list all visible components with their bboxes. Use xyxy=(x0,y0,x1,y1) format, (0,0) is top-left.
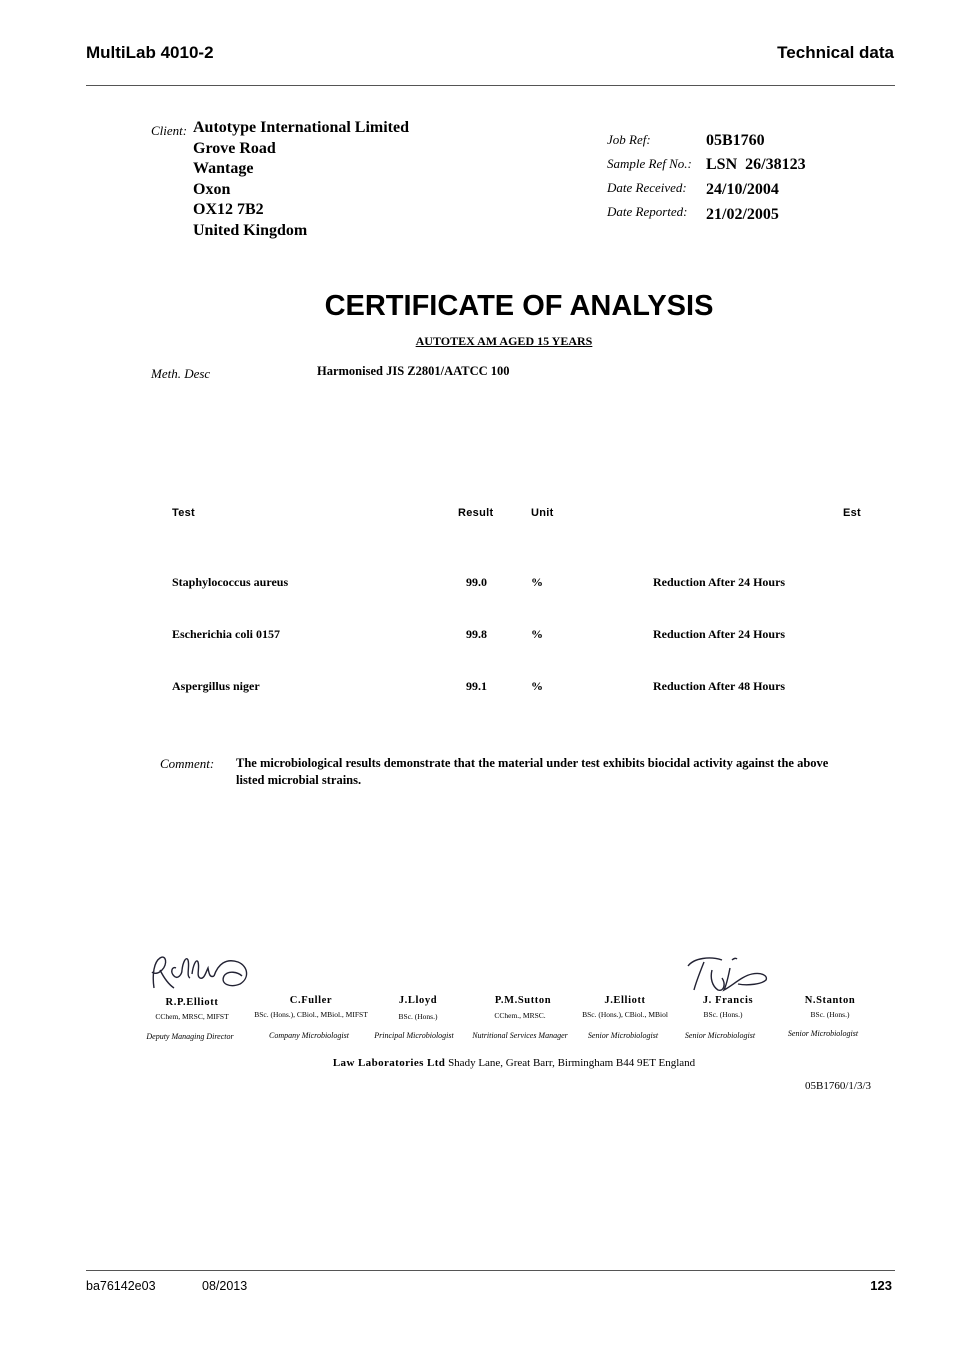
signatory-name: J. Francis xyxy=(702,995,754,1006)
certificate-subtitle: AUTOTEX AM AGED 15 YEARS xyxy=(415,334,593,348)
signatory-qualifications: BSc. (Hons.) xyxy=(810,1010,850,1019)
method-label: Meth. Desc xyxy=(151,366,211,381)
comment-label: Comment: xyxy=(160,756,215,771)
certificate-title: CERTIFICATE OF ANALYSIS xyxy=(324,290,714,322)
signatory-name: J.Lloyd xyxy=(398,995,438,1006)
signatory-qualifications: CChem., MRSC. xyxy=(494,1011,546,1020)
signatory-qualifications: BSc. (Hons.), CBiol., MBiol xyxy=(582,1010,668,1019)
footer-date: 08/2013 xyxy=(202,1279,248,1293)
test-unit: % xyxy=(531,679,543,693)
test-unit: % xyxy=(531,627,543,641)
date-reported-value: 21/02/2005 xyxy=(706,206,779,223)
sample-ref-label: Sample Ref No.: xyxy=(607,156,692,171)
test-result: 99.1 xyxy=(466,679,487,693)
test-note: Reduction After 24 Hours xyxy=(653,627,786,641)
header-divider xyxy=(86,85,895,86)
column-header-result: Result xyxy=(458,507,494,519)
signatory-role: Deputy Managing Director xyxy=(146,1032,234,1041)
client-address-line: Oxon xyxy=(193,181,231,198)
signatory-qualifications: BSc. (Hons.), CBiol., MBiol., MIFST xyxy=(254,1010,368,1019)
signatory-name: P.M.Sutton xyxy=(494,995,552,1006)
signatory-name: C.Fuller xyxy=(289,995,333,1006)
client-address-line: Grove Road xyxy=(193,140,276,157)
header-left-title: MultiLab 4010-2 xyxy=(86,43,214,62)
footer-divider xyxy=(86,1270,895,1271)
lab-name: Law Laboratories Ltd xyxy=(332,1057,446,1069)
client-label: Client: xyxy=(151,123,188,138)
signature-elliott xyxy=(146,950,258,996)
test-result: 99.8 xyxy=(466,627,487,641)
test-name: Escherichia coli 0157 xyxy=(172,627,280,641)
signatory-role: Principal Microbiologist xyxy=(374,1031,454,1040)
signatory-qualifications: CChem, MRSC, MIFST xyxy=(155,1012,229,1021)
signatory-name: R.P.Elliott xyxy=(165,997,219,1008)
signatory-qualifications: BSc. (Hons.) xyxy=(398,1012,438,1021)
comment-text: The microbiological results demonstrate that the material under test exhibits biocidal activity against the above listed microbial strains. xyxy=(236,756,829,787)
signatory-role: Senior Microbiologist xyxy=(684,1031,756,1040)
lab-address: Shady Lane, Great Barr, Birmingham B44 9ET England xyxy=(448,1057,696,1069)
client-address-line: Autotype International Limited xyxy=(193,119,409,136)
test-note: Reduction After 48 Hours xyxy=(653,679,786,693)
test-name: Staphylococcus aureus xyxy=(172,575,289,589)
client-address-line: United Kingdom xyxy=(193,222,308,239)
signatory-role: Nutritional Services Manager xyxy=(472,1031,568,1040)
signatory-qualifications: BSc. (Hons.) xyxy=(703,1010,743,1019)
column-header-test: Test xyxy=(172,507,196,519)
job-ref-label: Job Ref: xyxy=(607,132,651,147)
test-note: Reduction After 24 Hours xyxy=(653,575,786,589)
method-value: Harmonised JIS Z2801/AATCC 100 xyxy=(317,364,510,378)
signatory-name: J.Elliott xyxy=(604,995,646,1006)
column-header-est: Est xyxy=(843,507,862,519)
column-header-unit: Unit xyxy=(531,507,554,519)
lab-address-line xyxy=(0,1057,954,1069)
date-received-value: 24/10/2004 xyxy=(706,181,779,198)
test-unit: % xyxy=(531,575,543,589)
test-result: 99.0 xyxy=(466,575,487,589)
document-reference-code: 05B1760/1/3/3 xyxy=(805,1080,872,1092)
signature-francis xyxy=(682,950,774,998)
header-right-title: Technical data xyxy=(777,43,894,62)
job-ref-value: 05B1760 xyxy=(706,132,765,149)
signatory-role: Company Microbiologist xyxy=(269,1031,349,1040)
date-reported-label: Date Reported: xyxy=(607,204,688,219)
sample-ref-value: LSN 26/38123 xyxy=(706,156,806,173)
client-address-line: OX12 7B2 xyxy=(193,201,264,218)
signatory-role: Senior Microbiologist xyxy=(587,1031,659,1040)
signatory-role: Senior Microbiologist xyxy=(787,1029,859,1038)
page-number: 123 xyxy=(870,1278,892,1293)
test-name: Aspergillus niger xyxy=(172,679,260,693)
footer-document-code: ba76142e03 xyxy=(86,1279,156,1293)
client-address-line: Wantage xyxy=(193,160,254,177)
signatory-name: N.Stanton xyxy=(804,995,856,1006)
date-received-label: Date Received: xyxy=(607,180,687,195)
